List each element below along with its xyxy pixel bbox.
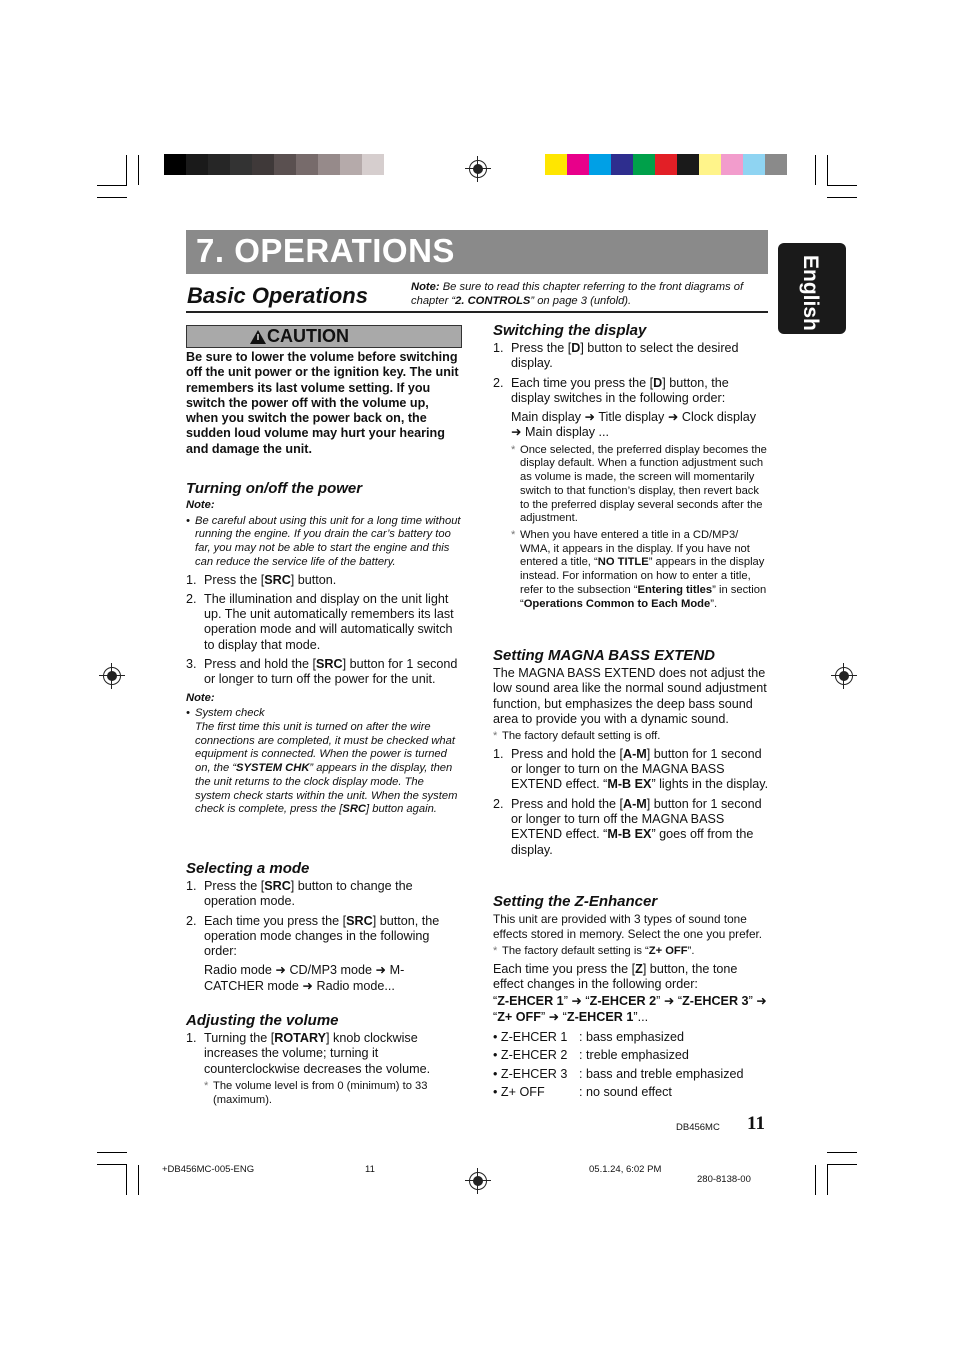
power-steps [186,573,461,688]
slug-date: 05.1.24, 6:02 PM [589,1164,662,1175]
list-item: 1. Press the [SRC] button to change the operation mode. [186,879,413,909]
color-swatch [208,154,230,175]
power-section [186,480,461,817]
caution-text: Be sure to lower the volume before switching off the unit power or the ignition key. The unit remembers its last volume setting. If you switch the power off with the volume up, when you switch the power back on, the sudden loud volume may hurt your hearing and damage the unit. [186,350,459,456]
registration-mark-icon [469,1172,487,1190]
power-note2-label: Note: [186,691,215,704]
zenhancer-section [493,893,769,1102]
slug-part-number: 280-8138-00 [697,1174,751,1185]
volume-note: * The volume level is from 0 (minimum) to 33 (maximum). [204,1079,428,1106]
zenhancer-press: Each time you press the [Z] button, the tone effect changes in the following order: [493,961,738,991]
crop-mark [815,155,816,185]
list-item: • Z-EHCER 3 : bass and treble emphasized [493,1066,744,1081]
zenhancer-sequence: “Z-EHCER 1” ➜ “Z-EHCER 2” ➜ “Z-EHCER 3” ➜ “Z+ OFF” ➜ “Z-EHCER 1”... [493,994,767,1024]
magna-section [493,647,769,858]
caution-box [186,325,462,348]
crop-mark [126,155,127,185]
crop-mark [97,185,127,186]
color-swatch [721,154,743,175]
slug-file: +DB456MC-005-ENG [162,1164,255,1175]
list-item: 3. Press and hold the [SRC] button for 1 second or longer to turn off the power for the unit. [186,657,458,687]
color-swatch [545,154,567,175]
display-steps [493,341,769,406]
crop-mark [827,1164,857,1165]
color-swatch [296,154,318,175]
section-title: 7. OPERATIONS [196,232,455,269]
mode-section [186,860,461,994]
color-swatch [340,154,362,175]
color-swatch [384,154,406,175]
display-heading: Switching the display [493,322,647,339]
list-item: 1. Press the [D] button to select the desired display. [493,341,739,371]
color-swatch [252,154,274,175]
crop-mark [815,1165,816,1195]
power-note-text: Be careful about using this unit for a long time without running the engine. If you drain the car’s battery too far, you may not be able to start the engine and this can reduce the service life of the battery. [195,514,461,568]
color-swatch [611,154,633,175]
language-tab-label: English [799,255,822,331]
list-item: 1. Press the [SRC] button. [186,572,337,587]
volume-section [186,1012,461,1107]
color-swatch [743,154,765,175]
title-note: * When you have entered a title in a CD/MP3/ WMA, it appears in the display. If you have not entered a title, “NO TITLE” appears in the display instead. For information on how to enter a title, refer to the subsection “Entering titles” in section “Operations Common to Each Mode”. [511,529,767,610]
zenhancer-modes [493,1028,769,1102]
caution-label: CAUTION [267,326,349,346]
magna-intro: The MAGNA BASS EXTEND does not adjust the low sound area like the normal sound adjustment function, but emphasizes the deep bass sound area to provide you with a dynamic sound. [493,666,767,726]
mode-heading: Selecting a mode [186,860,310,877]
color-swatch [699,154,721,175]
color-swatch [765,154,787,175]
color-swatch [274,154,296,175]
color-swatch [633,154,655,175]
registration-mark-icon [835,667,853,685]
color-swatch [567,154,589,175]
list-item: 2. Press and hold the [A-M] button for 1 second or longer to turn off the MAGNA BASS EXTEND effect. “M-B EX” goes off from the display. [493,796,762,857]
crop-mark [827,185,857,186]
color-swatch [677,154,699,175]
list-item: • Z-EHCER 1 : bass emphasized [493,1029,685,1044]
registration-mark-icon [469,160,487,178]
note-label: Note: [411,281,440,293]
display-note: * Once selected, the preferred display becomes the display default. When a function adjustment such as volume is made, the screen will momentarily switch to that function’s display, then revert back to the preferred display several seconds after the adjustment. [511,443,767,525]
language-tab [778,243,846,334]
crop-mark [126,1165,127,1195]
list-item: 1. Press and hold the [A-M] button for 1 second or longer to turn on the MAGNA BASS EXTEND effect. “M-B EX” lights in the display. [493,746,769,792]
zenhancer-intro: This unit are provided with 3 types of sound tone effects stored in memory. Select the one you prefer. [493,912,763,941]
magna-default: * The factory default setting is off. [493,730,661,743]
zenhancer-heading: Setting the Z-Enhancer [493,893,658,910]
volume-heading: Adjusting the volume [186,1012,339,1029]
crop-mark [97,197,127,198]
mode-steps [186,879,461,959]
note-tail: ” on page 3 (unfold). [530,295,632,307]
list-item: 2. Each time you press the [SRC] button, the operation mode changes in the following order: [186,913,440,959]
crop-mark [827,1152,857,1153]
note-text: Be sure to read this chapter referring to the front diagrams of chapter “ [411,281,744,307]
list-item: 2. Each time you press the [D] button, the display switches in the following order: [493,375,729,405]
color-swatch [655,154,677,175]
crop-mark [138,155,139,185]
color-swatch [589,154,611,175]
system-check-note: • System check The first time this unit is turned on after the wire connections are completed, it must be checked what equipment is connected. When the power is turned on, the “SYSTEM CHK” appears in the display, then the unit returns to the clock display mode. The system check starts within the unit. When the system check is complete, press the [SRC] button again. [186,707,458,816]
display-section [493,322,769,611]
crop-mark [827,197,857,198]
color-swatch [318,154,340,175]
color-swatch [164,154,186,175]
chapter-note [411,280,771,308]
magna-heading: Setting MAGNA BASS EXTEND [493,647,715,664]
display-sequence: Main display ➜ Title display ➜ Clock display ➜ Main display ... [511,410,757,440]
list-item: 2. The illumination and display on the unit light up. The unit automatically remembers its last operation mode and will automatically switch to display that mode. [186,591,454,652]
power-note-label: Note: [186,499,215,511]
registration-mark-icon [103,667,121,685]
list-item: • Z+ OFF : no sound effect [493,1085,672,1100]
section-title-bar [186,230,768,274]
list-item: 1. Turning the [ROTARY] knob clockwise increases the volume; turning it counterclockwise decreases the volume. [186,1031,431,1076]
crop-mark [138,1165,139,1195]
slug-page: 11 [365,1164,375,1175]
list-item: • Z-EHCER 2 : treble emphasized [493,1048,689,1063]
color-swatch [362,154,384,175]
crop-mark [827,1165,828,1195]
model-code: DB456MC [676,1122,720,1133]
page-number: 11 [747,1113,765,1134]
note-bold: 2. CONTROLS [455,295,531,307]
magna-steps [493,747,769,858]
crop-mark [97,1152,127,1153]
power-note: • Be careful about using this unit for a long time without running the engine. If you drain the car’s battery too far, you may not be able to start the engine and this can reduce the service life of the battery. [186,514,461,568]
mode-sequence: Radio mode ➜ CD/MP3 mode ➜ M-CATCHER mode ➜ Radio mode... [204,963,405,993]
volume-steps [186,1031,461,1077]
color-swatch [186,154,208,175]
header-rule [186,311,768,313]
crop-mark [97,1164,127,1165]
crop-mark [827,155,828,185]
power-heading: Turning on/off the power [186,480,363,497]
page-subtitle: Basic Operations [187,283,368,308]
color-swatch [230,154,252,175]
warning-icon [250,330,266,344]
zenhancer-default: * The factory default setting is “Z+ OFF”. [493,945,695,957]
